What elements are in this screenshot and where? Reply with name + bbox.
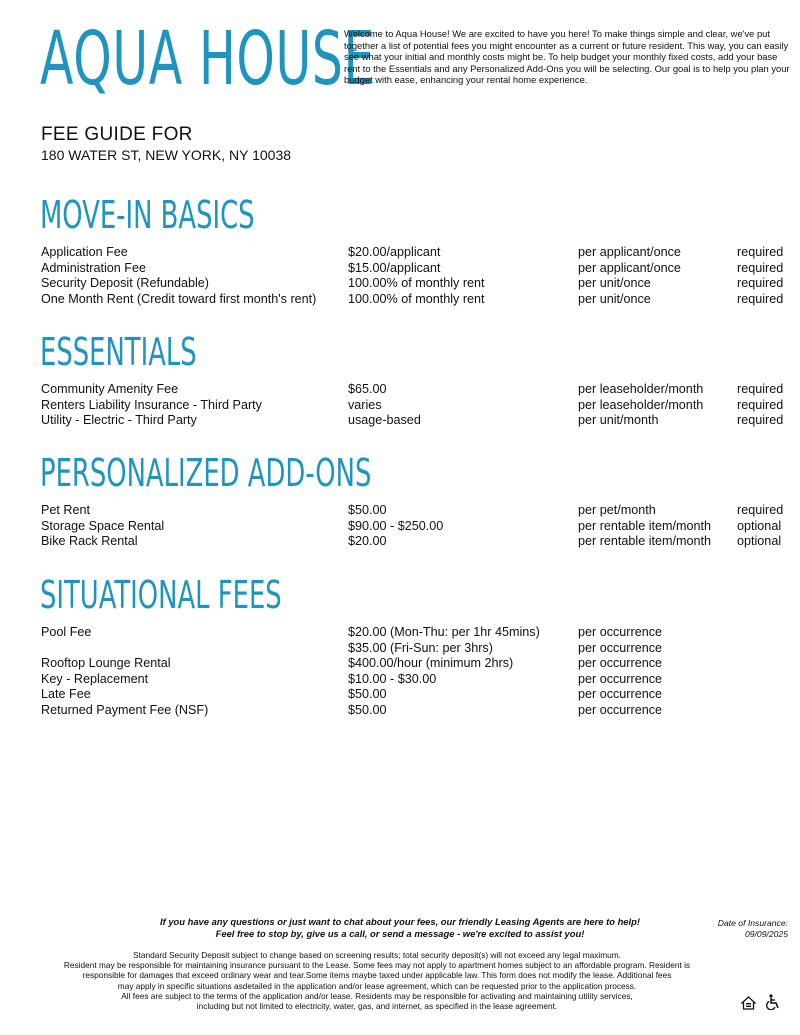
fee-requirement: required — [737, 503, 784, 517]
fee-name: Administration Fee — [41, 260, 146, 275]
fee-table-situational-fees — [41, 625, 791, 719]
fee-frequency: per pet/month — [578, 503, 656, 517]
fee-frequency: per unit/month — [578, 413, 659, 428]
fee-requirement: required — [737, 413, 784, 428]
disclaimer-line: responsible for damages that exceed ordinary wear and tear.Some items maybe taxed under applicable law. This form does not modify the lease. Additional fees — [82, 970, 672, 981]
table-row — [41, 656, 791, 672]
callout-line: Feel free to stop by, give us a call, or send a message - we're excited to assist you! — [215, 927, 585, 939]
fee-amount: $15.00/applicant — [348, 260, 441, 275]
fee-frequency: per unit/once — [578, 276, 651, 291]
fee-name: Renters Liability Insurance - Third Party — [41, 397, 262, 412]
fee-requirement: required — [737, 245, 784, 259]
fee-name: Late Fee — [41, 687, 91, 702]
fee-amount: $90.00 - $250.00 — [348, 518, 444, 533]
fee-frequency: per leaseholder/month — [578, 382, 704, 396]
fee-amount: $50.00 — [348, 503, 387, 517]
fee-table-move-in-basics — [41, 245, 791, 307]
fee-frequency: per occurrence — [578, 671, 662, 686]
fee-name: Application Fee — [41, 245, 128, 259]
fee-amount: $65.00 — [348, 382, 387, 396]
disclaimer-line: Resident may be responsible for maintaining insurance pursuant to the Lease. Some fees may not apply to apartment homes subject to an affordable program. Resident is — [63, 960, 691, 971]
table-row — [41, 261, 791, 277]
fee-amount: $20.00/applicant — [348, 245, 441, 259]
fee-frequency: per occurrence — [578, 687, 662, 702]
section-title-move-in-basics: MOVE-IN BASICS — [40, 193, 255, 237]
fee-amount: 100.00% of monthly rent — [348, 291, 485, 306]
fee-table-personalized-add-ons — [41, 503, 791, 550]
disclaimer-line: including but not limited to electricity, water, gas, and internet, as specified in the lease agreement. — [196, 1001, 558, 1012]
table-row — [41, 276, 791, 292]
disclaimer-line: Standard Security Deposit subject to change based on screening results; total security deposit(s) will not exceed any legal maximum. — [133, 950, 621, 960]
fee-frequency: per rentable item/month — [578, 518, 712, 533]
equal-housing-icon — [741, 996, 756, 1010]
property-address: 180 WATER ST, NEW YORK, NY 10038 — [41, 147, 292, 163]
fee-name: Returned Payment Fee (NSF) — [41, 702, 209, 717]
intro-paragraph: Welcome to Aqua House! We are excited to have you here! To make things simple and clear, we've put together a list of potential fees you might encounter as a current or future resident. This way, you can easily see what your initial and monthly costs might be. To help budget your monthly fixed costs, add your base rent to the Essentials and any Personalized Add-Ons you will be selecting. Our goal is to help you plan your budget with ease, enhancing your rental home experience. — [344, 28, 790, 86]
table-row — [41, 519, 791, 535]
section-title-personalized-add-ons: PERSONALIZED ADD-ONS — [40, 451, 372, 495]
table-row — [41, 503, 791, 519]
fee-frequency: per leaseholder/month — [578, 397, 704, 412]
fee-requirement: required — [737, 397, 784, 412]
fee-name: Pet Rent — [41, 503, 91, 517]
fee-name: One Month Rent (Credit toward first month's rent) — [41, 291, 317, 306]
fee-frequency: per rentable item/month — [578, 534, 712, 549]
fee-name: Community Amenity Fee — [41, 382, 179, 396]
table-row — [41, 625, 791, 641]
fee-requirement: required — [737, 260, 784, 275]
table-row — [41, 398, 791, 414]
table-row — [41, 672, 791, 688]
table-row — [41, 641, 791, 657]
fee-name: Security Deposit (Refundable) — [41, 276, 209, 291]
fee-amount: $35.00 (Fri-Sun: per 3hrs) — [348, 640, 493, 655]
fee-name: Pool Fee — [41, 625, 92, 639]
fee-amount: $50.00 — [348, 687, 387, 702]
fee-requirement: optional — [737, 518, 782, 533]
table-row — [41, 382, 791, 398]
insurance-date: 09/09/2025 — [744, 929, 788, 939]
fee-amount: $20.00 — [348, 534, 387, 549]
insurance-date-block — [690, 918, 788, 940]
disclaimer-line: All fees are subject to the terms of the application and/or lease. Residents may be responsible for activating and maintaining utility services, — [121, 990, 633, 1001]
accessibility-icon — [765, 994, 781, 1010]
callout-line: If you have any questions or just want to chat about your fees, our friendly Leasing Agents are here to help! — [160, 916, 640, 927]
disclaimer — [12, 950, 742, 1011]
fee-frequency: per unit/once — [578, 291, 651, 306]
fee-frequency: per occurrence — [578, 656, 662, 671]
fee-name: Utility - Electric - Third Party — [41, 413, 197, 428]
fee-requirement: required — [737, 291, 784, 306]
fee-amount: $20.00 (Mon-Thu: per 1hr 45mins) — [348, 625, 540, 639]
fee-frequency: per applicant/once — [578, 245, 681, 259]
brand-title: AQUA HOUSE — [40, 16, 376, 102]
table-row — [41, 292, 791, 308]
fee-guide-title: FEE GUIDE FOR — [41, 124, 193, 145]
fee-amount: $400.00/hour (minimum 2hrs) — [348, 656, 514, 671]
fee-name: Bike Rack Rental — [41, 534, 138, 549]
fee-name: Rooftop Lounge Rental — [41, 656, 171, 671]
fee-requirement: optional — [737, 534, 782, 549]
fee-amount: usage-based — [348, 413, 421, 428]
fee-frequency: per occurrence — [578, 625, 662, 639]
fee-requirement: required — [737, 382, 784, 396]
fee-requirement: required — [737, 276, 784, 291]
fee-name: Storage Space Rental — [41, 518, 165, 533]
fee-frequency: per occurrence — [578, 702, 662, 717]
fee-frequency: per occurrence — [578, 640, 662, 655]
fee-amount: $50.00 — [348, 702, 387, 717]
insurance-label: Date of Insurance: — [717, 918, 788, 928]
fee-name: Key - Replacement — [41, 671, 149, 686]
section-title-essentials: ESSENTIALS — [40, 330, 197, 374]
fee-amount: 100.00% of monthly rent — [348, 276, 485, 291]
table-row — [41, 245, 791, 261]
disclaimer-line: may apply in specific situations asdetailed in the application and/or lease agreement, which can be requested prior to the application process. — [117, 980, 637, 991]
section-title-situational-fees: SITUATIONAL FEES — [40, 573, 282, 617]
table-row — [41, 413, 791, 429]
fee-frequency: per applicant/once — [578, 260, 681, 275]
table-row — [41, 534, 791, 550]
footer-callout — [80, 916, 720, 939]
fee-amount: $10.00 - $30.00 — [348, 671, 437, 686]
fee-table-essentials — [41, 382, 791, 429]
fee-amount: varies — [348, 397, 382, 412]
table-row — [41, 687, 791, 703]
table-row — [41, 703, 791, 719]
